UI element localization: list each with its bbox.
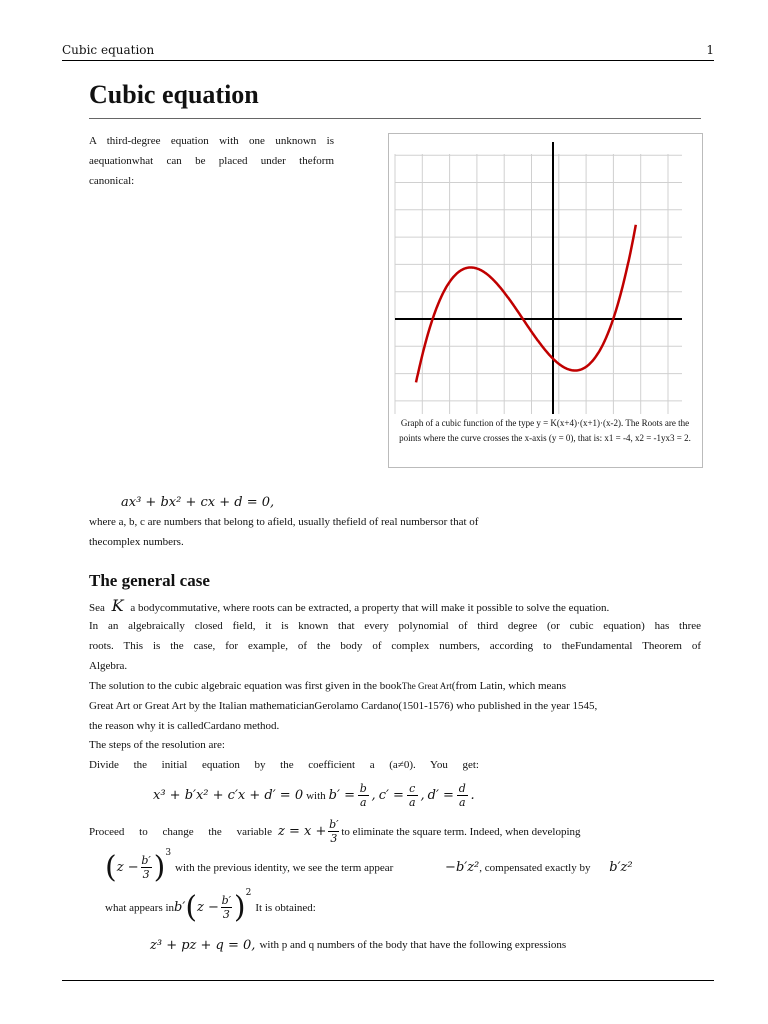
fraction-bprime-over-3 [328, 818, 339, 845]
closed-line: Algebra. [89, 660, 128, 672]
solution-paragraph [89, 676, 709, 736]
negative-term: −b′z² [445, 860, 480, 875]
divide-line: Divide the initial equation by the coefficient a (a≠0). You get: [89, 759, 479, 771]
proceed-post: to eliminate the square term. Indeed, when developing [341, 825, 581, 838]
intro-paragraph [89, 131, 334, 191]
develop-mid: with the previous identity, we see the term appear [175, 861, 394, 874]
exponent: 3 [165, 848, 172, 858]
solution-line: the reason why it is calledCardano method. [89, 720, 280, 732]
page-number: 1 [706, 43, 714, 57]
closed-line: In an algebraically closed field, it is known that every polynomial of third degree (or cubic equation) has three [89, 620, 701, 632]
fraction-num: b′ [221, 894, 232, 907]
running-header-title: Cubic equation [62, 43, 155, 57]
divide-text [89, 755, 479, 775]
substitution: z = x + [278, 823, 327, 839]
paren-close: ) [153, 850, 166, 885]
fraction-num: d [458, 782, 466, 795]
fraction-den: a [408, 796, 416, 809]
where-line: where a, b, c are numbers that belong to afield, usually thefield of real numbersor that of [89, 516, 479, 528]
appears-line [105, 890, 316, 925]
develop-z: z − [116, 860, 139, 875]
page-title: Cubic equation [89, 80, 259, 109]
appears-pre: what appears in [105, 901, 175, 914]
b-prime: b′ [174, 900, 186, 915]
solution-text: The solution to the cubic algebraic equation was first given in the book [89, 680, 402, 692]
d-prime-def: d′ = [427, 788, 454, 803]
solution-line [89, 676, 709, 696]
fraction-den: 3 [142, 868, 150, 881]
intro-line: A third-degree equation with one unknown is [89, 135, 334, 147]
normalized-lhs: x³ + b′x² + c′x + d′ = 0 [153, 788, 304, 803]
appears-post: It is obtained: [255, 901, 316, 914]
proceed-pre: Proceed to change the variable [89, 825, 272, 838]
final-post: with p and q numbers of the body that have the following expressions [259, 939, 567, 951]
sea-pre: Sea [89, 602, 105, 614]
proceed-line [89, 818, 629, 845]
closed-field-paragraph [89, 616, 701, 676]
solution-line: Great Art or Great Art by the Italian mathematicianGerolamo Cardano(1501-1576) who published in the year 1545, [89, 700, 598, 712]
where-paragraph [89, 512, 701, 552]
section-heading: The general case [89, 571, 210, 590]
normalized-equation: x³ + b′x² + c′x + d′ = 0 with b′ = $\frac{b}{a}$ , c′ = $\frac{c}{a}$ , d′ = $\frac{d}{a}$ . [153, 782, 475, 809]
paren-close: ) [233, 890, 246, 925]
title-rule [89, 118, 701, 119]
develop-comp: , compensated exactly by [479, 861, 591, 874]
graph-grid [395, 154, 682, 414]
with-word: with [306, 789, 326, 802]
fraction-den: 3 [222, 908, 230, 921]
paren-open: ( [185, 890, 198, 925]
canonical-equation: ax³ + bx² + cx + d = 0, [121, 495, 275, 510]
fraction-d-over-a [457, 782, 468, 809]
solution-text: (from Latin, which means [451, 680, 567, 692]
develop-line [105, 850, 705, 885]
fraction-bprime-over-3 [141, 854, 152, 881]
cubic-graph [389, 134, 700, 414]
closed-line: roots. This is the case, for example, of the body of complex numbers, according to theFundamental Theorem of [89, 640, 701, 652]
exponent: 2 [245, 888, 252, 898]
b-prime-def: b′ = [328, 788, 355, 803]
fraction-den: 3 [330, 832, 338, 845]
fraction-bprime-over-3 [221, 894, 232, 921]
appears-z: z − [197, 900, 219, 915]
figure-caption: Graph of a cubic function of the type y = K(x+4)·(x+1)·(x-2). The Roots are the points where the curve crosses the x-axis (y = 0), that is: x1 = -4, x2 = -1yx3 = 2. [399, 418, 691, 443]
fraction-b-over-a [358, 782, 369, 809]
final-line [150, 935, 566, 955]
field-symbol: K [111, 596, 124, 615]
sea-paragraph [89, 596, 709, 618]
where-line: thecomplex numbers. [89, 536, 184, 548]
intro-line: aequationwhat can be placed under theform [89, 155, 334, 167]
header-rule [62, 60, 714, 61]
cubic-curve [416, 225, 636, 383]
fraction-num: b [359, 782, 367, 795]
footer-rule [62, 980, 714, 981]
fraction-den: a [458, 796, 466, 809]
steps-text: The steps of the resolution are: [89, 739, 225, 751]
c-prime-def: c′ = [378, 788, 404, 803]
fraction-num: b′ [329, 818, 339, 831]
fraction-den: a [359, 796, 367, 809]
paren-open: ( [105, 850, 117, 885]
fraction-num: c [409, 782, 416, 795]
book-title: The Great Art [401, 681, 452, 691]
running-header [62, 43, 714, 59]
fraction-c-over-a [407, 782, 418, 809]
positive-term: b′z² [609, 860, 633, 875]
intro-line: canonical: [89, 175, 135, 187]
cubic-graph-figure [388, 133, 703, 468]
fraction-num: b′ [141, 854, 151, 867]
depressed-cubic: z³ + pz + q = 0, [150, 937, 256, 953]
sea-post: a bodycommutative, where roots can be extracted, a property that will make it possible to solve the equation. [130, 602, 610, 614]
